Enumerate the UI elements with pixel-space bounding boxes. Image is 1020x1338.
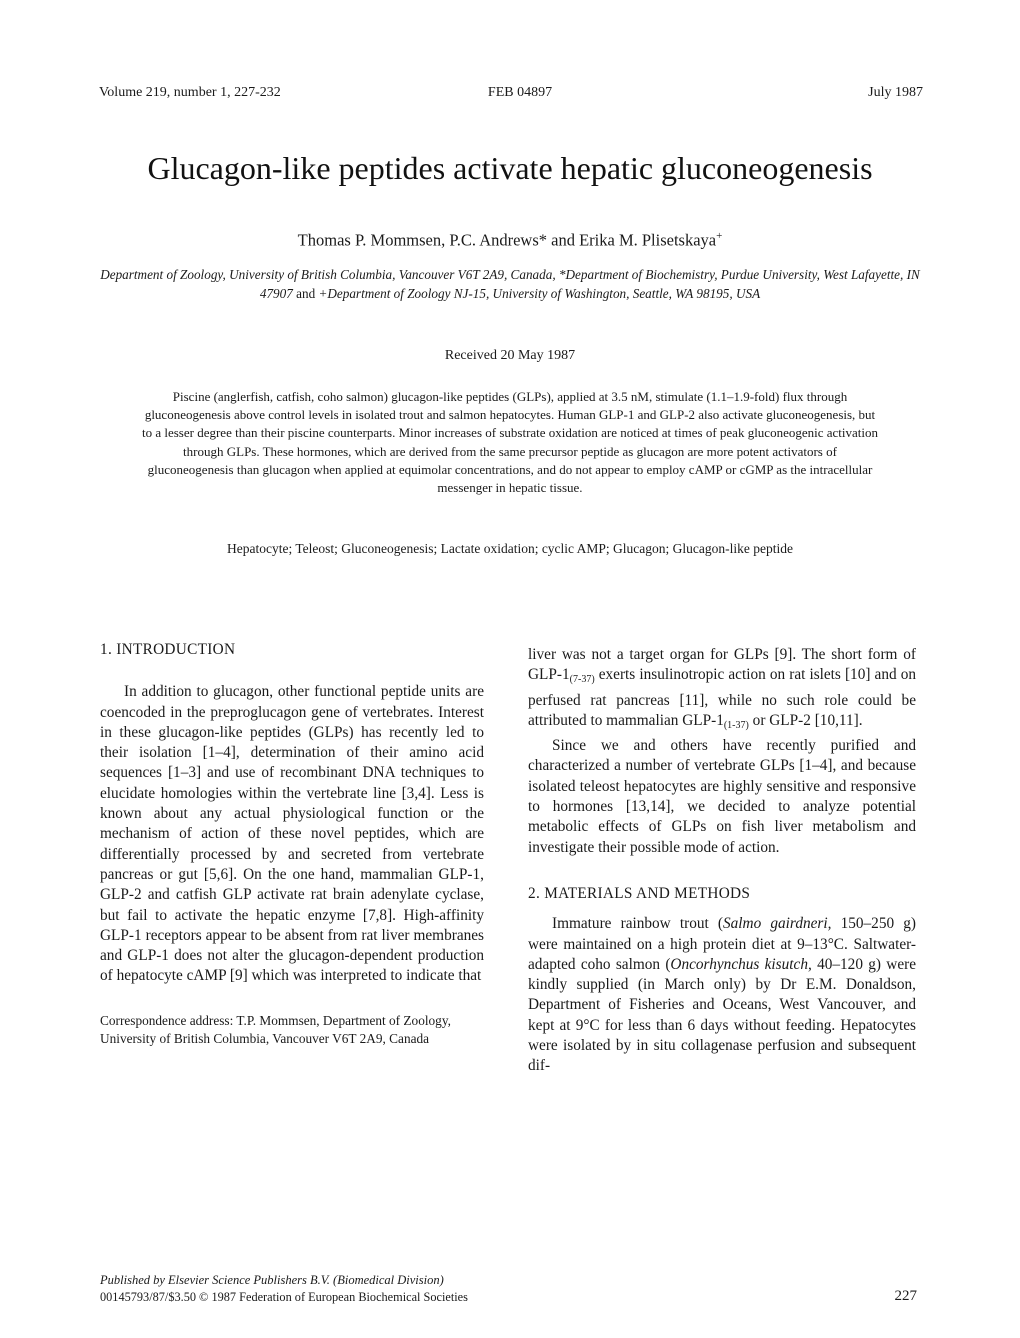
text-run: 150–250 g) were maintained on a high protein diet at 9–13°C. Saltwater-adapted coho salmon ( bbox=[528, 915, 916, 973]
text-run: 40–120 g) were kindly supplied (in March only) by Dr E.M. Donaldson, Department of Fisheries and Oceans, West Vancouver, and kept at 9°C for less than 6 days without feeding. Hepatocytes were isolated by in situ collagenase perfusion and subsequent dif- bbox=[528, 955, 916, 1075]
affiliation-part-2: +Department of Zoology NJ-15, University of Washington, Seattle, WA 98195, USA bbox=[318, 285, 761, 301]
article-title: Glucagon-like peptides activate hepatic gluconeogenesis bbox=[147, 150, 873, 186]
intro-continuation-paragraph bbox=[528, 645, 916, 736]
received-date: Received 20 May 1987 bbox=[444, 348, 576, 363]
text-run: Immature rainbow trout ( bbox=[552, 915, 723, 933]
subscript: (1-37) bbox=[723, 719, 749, 731]
affiliations bbox=[100, 266, 920, 303]
author-names: Thomas P. Mommsen, P.C. Andrews* and Erika M. Plisetskaya bbox=[297, 230, 717, 250]
correspondence-address: Correspondence address: T.P. Mommsen, Department of Zoology, University of British Columbia, Vancouver V6T 2A9, Canada bbox=[100, 1012, 451, 1047]
methods-paragraph bbox=[528, 914, 916, 1076]
copyright-line: 00145793/87/$3.50 © 1987 Federation of European Biochemical Societies bbox=[100, 1290, 468, 1304]
text-run: or GLP-2 [10,11]. bbox=[748, 711, 863, 729]
section-2-heading: 2. MATERIALS AND METHODS bbox=[528, 884, 751, 902]
publisher-line: Published by Elsevier Science Publishers B.V. (Biomedical Division) bbox=[100, 1273, 444, 1287]
intro-paragraph-2: Since we and others have recently purified and characterized a number of vertebrate GLPs [1–4], and because isolated teleost hepatocytes are highly sensitive and responsive to hormones [13,14], we decided to analyze potential metabolic effects of GLPs on fish liver metabolism and investigate their possible mode of action. bbox=[528, 737, 916, 856]
affiliation-and: and bbox=[292, 285, 319, 301]
subscript: (7-37) bbox=[569, 674, 595, 686]
article-code: FEB 04897 bbox=[487, 85, 553, 100]
author-mark: + bbox=[716, 230, 723, 242]
journal-volume: Volume 219, number 1, 227-232 bbox=[99, 85, 281, 100]
affiliation-part-1: Department of Zoology, University of British Columbia, Vancouver V6T 2A9, Canada, *Department of Biochemistry, Purdue University, West Lafayette, IN 47907 bbox=[100, 267, 920, 301]
right-column bbox=[528, 645, 916, 1077]
text-run: exerts insulinotropic action on rat islets [10] and on perfused rat pancreas [11], while no such role could be attributed to mammalian GLP-1 bbox=[528, 666, 916, 729]
issue-date: July 1987 bbox=[868, 85, 923, 100]
species-name: Salmo gairdneri, bbox=[723, 915, 832, 933]
section-1-heading: 1. INTRODUCTION bbox=[100, 641, 236, 658]
keywords: Hepatocyte; Teleost; Gluconeogenesis; Lactate oxidation; cyclic AMP; Glucagon; Glucagon-like peptide bbox=[226, 541, 794, 556]
page-number: 227 bbox=[894, 1288, 917, 1304]
species-name: Oncorhynchus kisutch, bbox=[670, 955, 812, 973]
abstract: Piscine (anglerfish, catfish, coho salmon) glucagon-like peptides (GLPs), applied at 3.5 nM, stimulate (1.1–1.9-fold) flux through gluconeogenesis above control levels in isolated trout and salmon hepatocytes. Human GLP-1 and GLP-2 also activate gluconeogenesis, but to a lesser degree than their piscine counterparts. Minor increases of substrate oxidation are noticed at times of peak gluconeogenic activation through GLPs. These hormones, which are derived from the same precursor peptide as glucagon are more potent activators of gluconeogenesis than glucagon when applied at equimolar concentrations, and do not appear to employ cAMP or cGMP as the intracellular messenger in hepatic tissue. bbox=[141, 389, 879, 496]
introduction-paragraph: In addition to glucagon, other functional peptide units are coencoded in the preproglucagon gene of vertebrates. Interest in these glucagon-like peptides (GLPs) has recently led to their isolation [1–4], determination of their amino acid sequences [1–3] and use of recombinant DNA techniques to elucidate homologies within the vertebrate line [3,4]. Less is known about any actual physiological function or the mechanism of action of these novel peptides, which are differentially processed by and secreted from vertebrate pancreas or gut [5,6]. On the one hand, mammalian GLP-1, GLP-2 and catfish GLP activate rat brain adenylate cyclase, but fail to activate the hepatic enzyme [7,8]. High-affinity GLP-1 receptors appear to be absent from rat liver membranes and GLP-1 does not alter the glucagon-dependent production of hepatocyte cAMP [9] which was interpreted to indicate that bbox=[100, 683, 484, 985]
text-run: liver was not a target organ for GLPs [9]. The short form of GLP-1 bbox=[528, 646, 916, 684]
left-column bbox=[100, 640, 484, 1049]
authors bbox=[0, 230, 1020, 251]
